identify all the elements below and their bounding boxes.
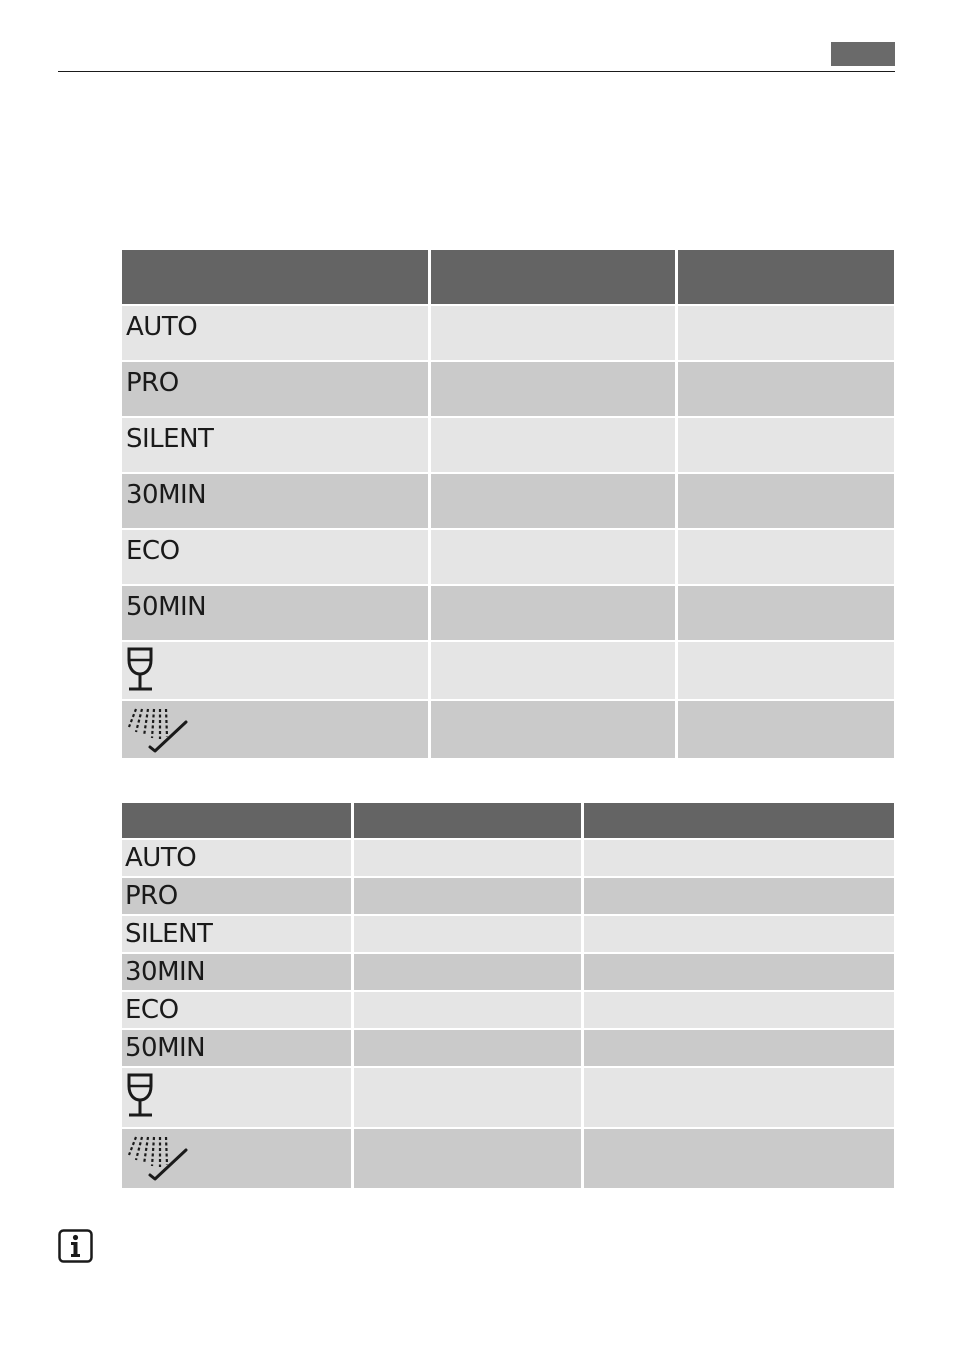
table-cell bbox=[428, 304, 675, 360]
table-row bbox=[122, 876, 894, 914]
table-cell bbox=[675, 472, 894, 528]
table-cell bbox=[675, 416, 894, 472]
programme-label: AUTO bbox=[126, 312, 198, 342]
table-cell bbox=[428, 584, 675, 640]
programme-label: SILENT bbox=[125, 919, 213, 949]
table-cell bbox=[351, 838, 581, 876]
table-row bbox=[122, 914, 894, 952]
info-icon bbox=[58, 1229, 93, 1263]
table-cell bbox=[351, 990, 581, 1028]
table-cell bbox=[675, 360, 894, 416]
table-row bbox=[122, 952, 894, 990]
table-cell bbox=[581, 1066, 894, 1127]
header-cell bbox=[675, 250, 894, 304]
table-cell bbox=[675, 640, 894, 699]
table-row bbox=[122, 1028, 894, 1066]
table-cell bbox=[581, 990, 894, 1028]
table-cell bbox=[675, 699, 894, 758]
programme-label: 50MIN bbox=[126, 592, 207, 622]
table-row bbox=[122, 304, 894, 360]
table-cell bbox=[581, 838, 894, 876]
table-cell bbox=[428, 699, 675, 758]
programme-label: 30MIN bbox=[126, 480, 207, 510]
programme-label: PRO bbox=[125, 881, 178, 911]
programme-label: ECO bbox=[126, 536, 180, 566]
table-row bbox=[122, 1066, 894, 1127]
table-cell bbox=[351, 1066, 581, 1127]
wine-glass-icon bbox=[122, 642, 428, 698]
table-row bbox=[122, 1127, 894, 1188]
rinse-spray-icon bbox=[122, 1129, 351, 1185]
table-cell bbox=[581, 914, 894, 952]
table-row bbox=[122, 472, 894, 528]
header-cell bbox=[581, 803, 894, 838]
table-cell bbox=[675, 584, 894, 640]
page-header-tab bbox=[831, 42, 895, 66]
table-row bbox=[122, 360, 894, 416]
table-cell bbox=[428, 416, 675, 472]
table-cell bbox=[675, 528, 894, 584]
table-cell bbox=[675, 304, 894, 360]
table-cell bbox=[428, 528, 675, 584]
table-cell bbox=[581, 1127, 894, 1188]
table-row bbox=[122, 990, 894, 1028]
programme-label: 50MIN bbox=[125, 1033, 206, 1063]
header-cell bbox=[122, 803, 351, 838]
table-header-row bbox=[122, 250, 894, 304]
table-cell bbox=[351, 1028, 581, 1066]
table-cell bbox=[428, 640, 675, 699]
programme-label: 30MIN bbox=[125, 957, 206, 987]
header-rule bbox=[58, 71, 895, 72]
programme-table-1 bbox=[122, 250, 894, 758]
table-cell bbox=[351, 1127, 581, 1188]
rinse-spray-icon bbox=[122, 701, 428, 757]
header-cell bbox=[351, 803, 581, 838]
programme-label: PRO bbox=[126, 368, 179, 398]
header-cell bbox=[428, 250, 675, 304]
table-row bbox=[122, 640, 894, 699]
header-cell bbox=[122, 250, 428, 304]
table-cell bbox=[581, 1028, 894, 1066]
table-row bbox=[122, 584, 894, 640]
table-cell bbox=[351, 952, 581, 990]
table-cell bbox=[428, 472, 675, 528]
table-cell bbox=[351, 876, 581, 914]
programme-table-2 bbox=[122, 803, 894, 1188]
table-cell bbox=[351, 914, 581, 952]
table-row bbox=[122, 528, 894, 584]
table-row bbox=[122, 416, 894, 472]
table-cell bbox=[581, 876, 894, 914]
programme-label: AUTO bbox=[125, 843, 197, 873]
table-row bbox=[122, 699, 894, 758]
wine-glass-icon bbox=[122, 1068, 351, 1124]
table-cell bbox=[581, 952, 894, 990]
table-row bbox=[122, 838, 894, 876]
table-cell bbox=[428, 360, 675, 416]
programme-label: ECO bbox=[125, 995, 179, 1025]
table-header-row bbox=[122, 803, 894, 838]
programme-label: SILENT bbox=[126, 424, 214, 454]
